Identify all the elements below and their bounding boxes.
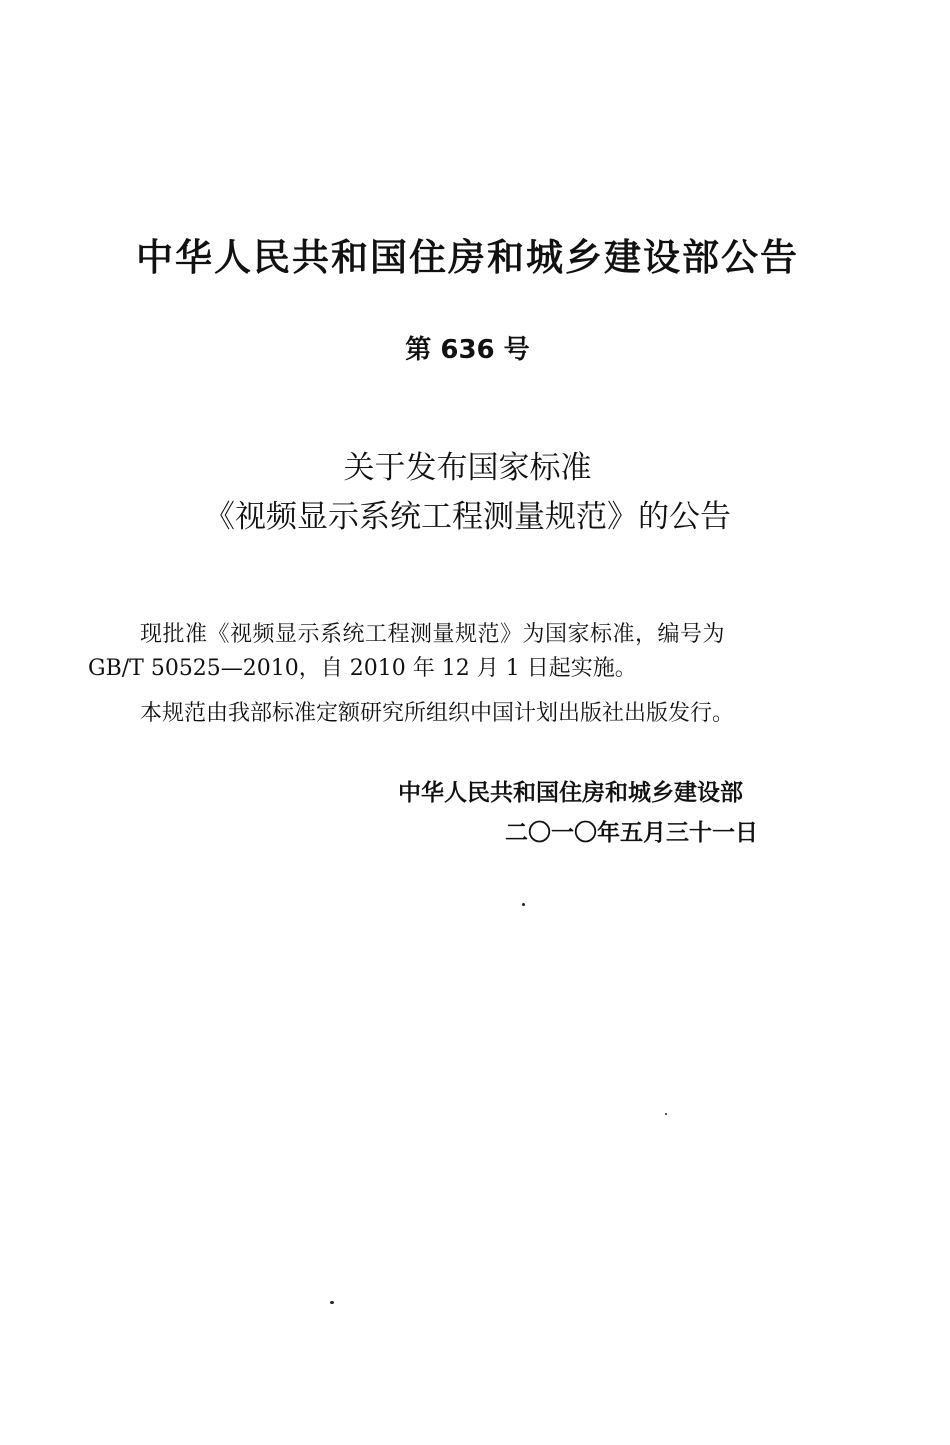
- notice-subtitle-line2: 《视频显示系统工程测量规范》的公告: [204, 499, 731, 535]
- paragraph-1-line-2: GB/T 50525—2010，自 2010 年 12 月 1 日起实施。: [88, 656, 637, 681]
- scan-speck: [665, 1113, 667, 1115]
- scan-speck: [522, 903, 525, 906]
- scan-speck: [330, 1301, 334, 1304]
- notice-number: 第 636 号: [405, 335, 530, 365]
- notice-subtitle-line1: 关于发布国家标准: [343, 450, 592, 486]
- paragraph-1-line-1: 现批准《视频显示系统工程测量规范》为国家标准，编号为: [140, 622, 726, 647]
- signature-date: 二〇一〇年五月三十一日: [505, 820, 758, 846]
- signature-organization: 中华人民共和国住房和城乡建设部: [398, 780, 743, 806]
- notice-title: 中华人民共和国住房和城乡建设部公告: [136, 236, 799, 279]
- paragraph-2: 本规范由我部标准定额研究所组织中国计划出版社出版发行。: [140, 701, 735, 726]
